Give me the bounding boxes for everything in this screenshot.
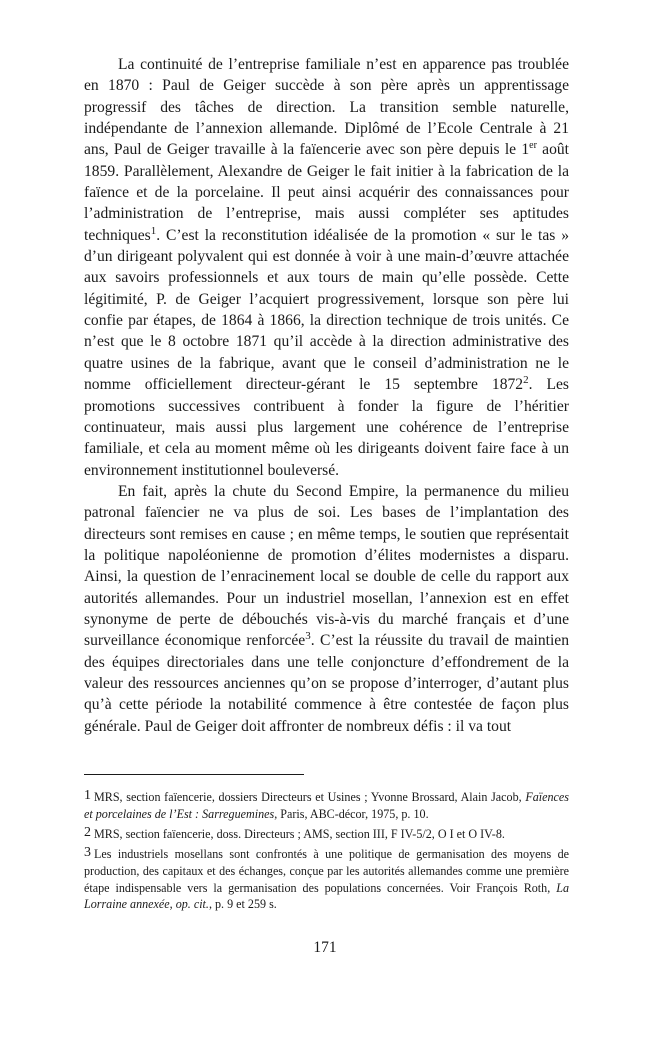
footnote-mark: 3 bbox=[84, 844, 91, 860]
footnote-title: La Lorraine annexée, op. cit. bbox=[84, 880, 569, 912]
footnote-mark: 1 bbox=[84, 788, 91, 803]
footnote-2: 2 MRS, section faïencerie, doss. Directeurs ; AMS, section III, F IV-5/2, O I et O IV-8. bbox=[84, 824, 505, 841]
main-text bbox=[84, 54, 569, 737]
paragraph-1: La continuité de l’entreprise familiale n’est en apparence pas troublée en 1870 : Paul de Geiger succède à son père après un apprentissage progressif des tâches de direction. La transition semble naturelle, indépendante de l’annexion allemande. Diplômé de l’Ecole Centrale à 21 ans, Paul de Geiger travaille à la faïencerie avec son père depuis le 1er août 1859. Parallèlement, Alexandre de Geiger le fait initier à la fabrication de la faïence et de la porcelaine. Il peut ainsi acquérir des connaissances pour l’administration de l’entreprise, mais aussi compléter ses aptitudes techniques$^1$. C’est la reconstitution idéalisée de la promotion « sur le tas » d’un dirigeant polyvalent qui est donnée à voir à une main-d’œuvre attachée aux savoirs professionnels et aux tours de main qu’elle possède. Cette légitimité, P. de Geiger l’acquiert progressivement, lorsque son père lui confie par étapes, de 1864 à 1866, la direction technique de trois unités. Ce n’est que le 8 octobre 1871 qu’il accède à la direction administrative des quatre usines de la fabrique, avant que le conseil d’administration ne le nomme officiellement directeur-gérant le 15 septembre 1872$^2$. Les promotions successives contribuent à fonder la figure de l’héritier continuateur, mais aussi plus largement une cohérence de l’entreprise familiale, et cela au moment même où les dirigeants doivent faire face à un environnement institutionnel bouleversé. bbox=[84, 56, 570, 479]
footnote-ref-3: 3 bbox=[305, 630, 311, 643]
footnote-ref-2: 2 bbox=[523, 374, 529, 387]
footnote-3: 3 Les industriels mosellans sont confrontés à une politique de germanisation des moyens de production, des capitaux et des échanges, conçue par les autorités allemandes comme une première étape indispensable vers la germanisation des populations concernées. Voir François Roth, La Lorraine annexée, op. cit., p. 9 et 259 s. bbox=[84, 844, 569, 912]
page-number: 171 bbox=[313, 939, 337, 956]
footnote-mark: 2 bbox=[84, 824, 91, 840]
footnote-separator bbox=[84, 774, 304, 775]
footnote-ref-1: 1 bbox=[150, 224, 157, 237]
footnote-title: Faïences et porcelaines de l’Est : Sarreguemines bbox=[84, 790, 569, 821]
paragraph-2: En fait, après la chute du Second Empire, la permanence du milieu patronal faïencier ne va plus de soi. Les bases de l’implantation des directeurs sont remises en cause ; en même temps, le soutien que représentait la politique napoléonienne de promotion d’élites modernistes a disparu. Ainsi, la question de l’enracinement local se double de celle du rapport aux autorités allemandes. Pour un industriel mosellan, l’annexion est en effet synonyme de perte de débouchés vis-à-vis du marché français et d’une surveillance économique renforcée$^3$. C’est la réussite du travail de maintien des équipes directoriales dans une telle conjoncture d’effondrement de la valeur des ressources anciennes qu’on se propose d’interroger, d’autant plus qu’à cette période la notabilité commence à être contestée de façon plus générale. Paul de Geiger doit affronter de nombreux défis : il va tout bbox=[84, 482, 570, 735]
superscript-er: er bbox=[529, 140, 537, 152]
footnotes bbox=[84, 788, 569, 915]
footnote-1: 1 MRS, section faïencerie, dossiers Directeurs et Usines ; Yvonne Brossard, Alain Jacob, Faïences et porcelaines de l’Est : Sarreguemines, Paris, ABC-décor, 1975, p. 10. bbox=[84, 788, 569, 821]
